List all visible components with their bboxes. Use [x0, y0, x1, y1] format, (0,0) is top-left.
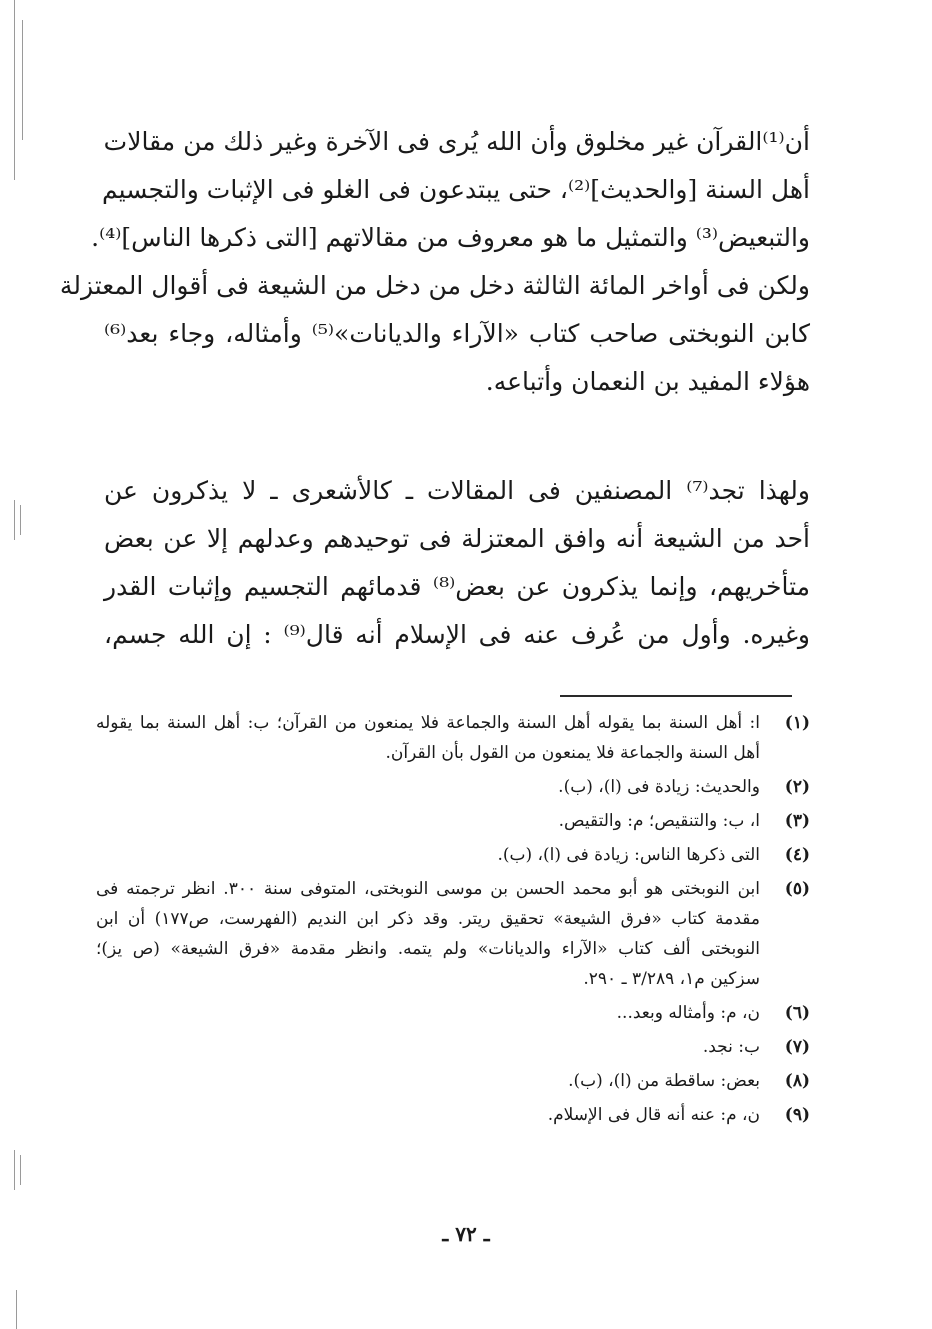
- scan-artifact: [14, 0, 15, 180]
- footnote-line: سزكين م١، ٣/٢٨٩ ـ ٢٩٠.: [583, 969, 760, 989]
- page-number: ـ ٧٢ ـ: [442, 1222, 490, 1246]
- text-line: وغيره. وأول من عُرف عنه فى الإسلام أنه قال⁽⁹⁾ : إن الله جسم،: [104, 620, 810, 649]
- text-line: أحد من الشيعة أنه وافق المعتزلة فى توحيدهم وعدلهم إلا عن بعض: [104, 524, 810, 553]
- footnote-7: [96, 1032, 810, 1062]
- scan-artifact: [20, 505, 21, 535]
- text-line: ولكن فى أواخر المائة الثالثة دخل من دخل من الشيعة فى أقوال المعتزلة: [59, 271, 810, 300]
- scan-artifact: [14, 1150, 15, 1190]
- footnote-line: بعض: ساقطة من (ا)، (ب).: [568, 1071, 760, 1091]
- body-paragraph-2: [104, 467, 810, 659]
- footnotes-section: [96, 708, 810, 1134]
- footnote-line: ن، م: عنه أنه قال فى الإسلام.: [547, 1105, 760, 1125]
- text-line: كابن النوبختى صاحب كتاب «الآراء والديانات»⁽⁵⁾ وأمثاله، وجاء بعد⁽⁶⁾: [104, 319, 810, 348]
- footnote-9: [96, 1100, 810, 1130]
- footnote-8: [96, 1066, 810, 1096]
- footnote-line: ن، م: وأمثاله وبعد...: [616, 1003, 760, 1023]
- scan-artifact: [22, 20, 23, 140]
- footnote-number: (٩): [784, 1105, 810, 1125]
- scan-artifact: [20, 1155, 21, 1185]
- footnote-line: مقدمة كتاب «فرق الشيعة» تحقيق ريتر. وقد ذكر ابن النديم (الفهرست، ص١٧٧) أن ابن: [96, 909, 760, 929]
- footnote-line: والحديث: زيادة فى (ا)، (ب).: [558, 777, 760, 797]
- footnote-number: (٦): [784, 1003, 810, 1023]
- footnote-line: أهل السنة والجماعة فلا يمنعون من القول بأن القرآن.: [385, 743, 760, 763]
- footnote-line: ب: نجد.: [702, 1037, 760, 1057]
- footnote-line: ا: أهل السنة بما يقوله أهل السنة والجماعة فلا يمنعون من القرآن؛ ب: أهل السنة بما يقوله: [96, 713, 760, 733]
- text-line: والتبعيض⁽³⁾ والتمثيل ما هو معروف من مقالاتهم [التى ذكرها الناس]⁽⁴⁾.: [91, 223, 810, 252]
- scan-artifact: [16, 1290, 17, 1329]
- scan-artifact: [14, 500, 15, 540]
- footnote-number: (١): [784, 713, 810, 733]
- footnote-6: [96, 998, 810, 1028]
- footnote-5: [96, 874, 810, 994]
- footnote-line: النوبختى ألف كتاب «الآراء والديانات» ولم يتمه. وانظر مقدمة «فرق الشيعة» (ص يز)؛: [96, 939, 760, 959]
- text-line: ولهذا تجد⁽⁷⁾ المصنفين فى المقالات ـ كالأشعرى ـ لا يذكرون عن: [104, 476, 810, 505]
- footnote-number: (٥): [784, 879, 810, 899]
- footnote-2: [96, 772, 810, 802]
- footnote-4: [96, 840, 810, 870]
- footnote-number: (٤): [784, 845, 810, 865]
- text-line: أهل السنة [والحديث]⁽²⁾، حتى يبتدعون فى الغلو فى الإثبات والتجسيم: [102, 175, 810, 204]
- footnote-separator: [560, 695, 792, 697]
- footnote-3: [96, 806, 810, 836]
- footnote-number: (٣): [784, 811, 810, 831]
- text-line: هؤلاء المفيد بن النعمان وأتباعه.: [485, 367, 810, 396]
- footnote-line: ا، ب: والتنقيص؛ م: والتقيص.: [558, 811, 760, 831]
- text-line: متأخريهم، وإنما يذكرون عن بعض⁽⁸⁾ قدمائهم التجسيم وإثبات القدر: [104, 572, 811, 601]
- body-paragraph-1: [59, 118, 810, 406]
- text-line: أن⁽¹⁾القرآن غير مخلوق وأن الله يُرى فى الآخرة وغير ذلك من مقالات: [103, 127, 810, 156]
- footnote-1: [96, 708, 810, 768]
- footnote-line: التى ذكرها الناس: زيادة فى (ا)، (ب).: [497, 845, 760, 865]
- footnote-number: (٨): [784, 1071, 810, 1091]
- footnote-number: (٧): [784, 1037, 810, 1057]
- footnote-line: ابن النوبختى هو أبو محمد الحسن بن موسى النوبختى، المتوفى سنة ٣٠٠. انظر ترجمته فى: [96, 879, 760, 899]
- footnote-number: (٢): [784, 777, 810, 797]
